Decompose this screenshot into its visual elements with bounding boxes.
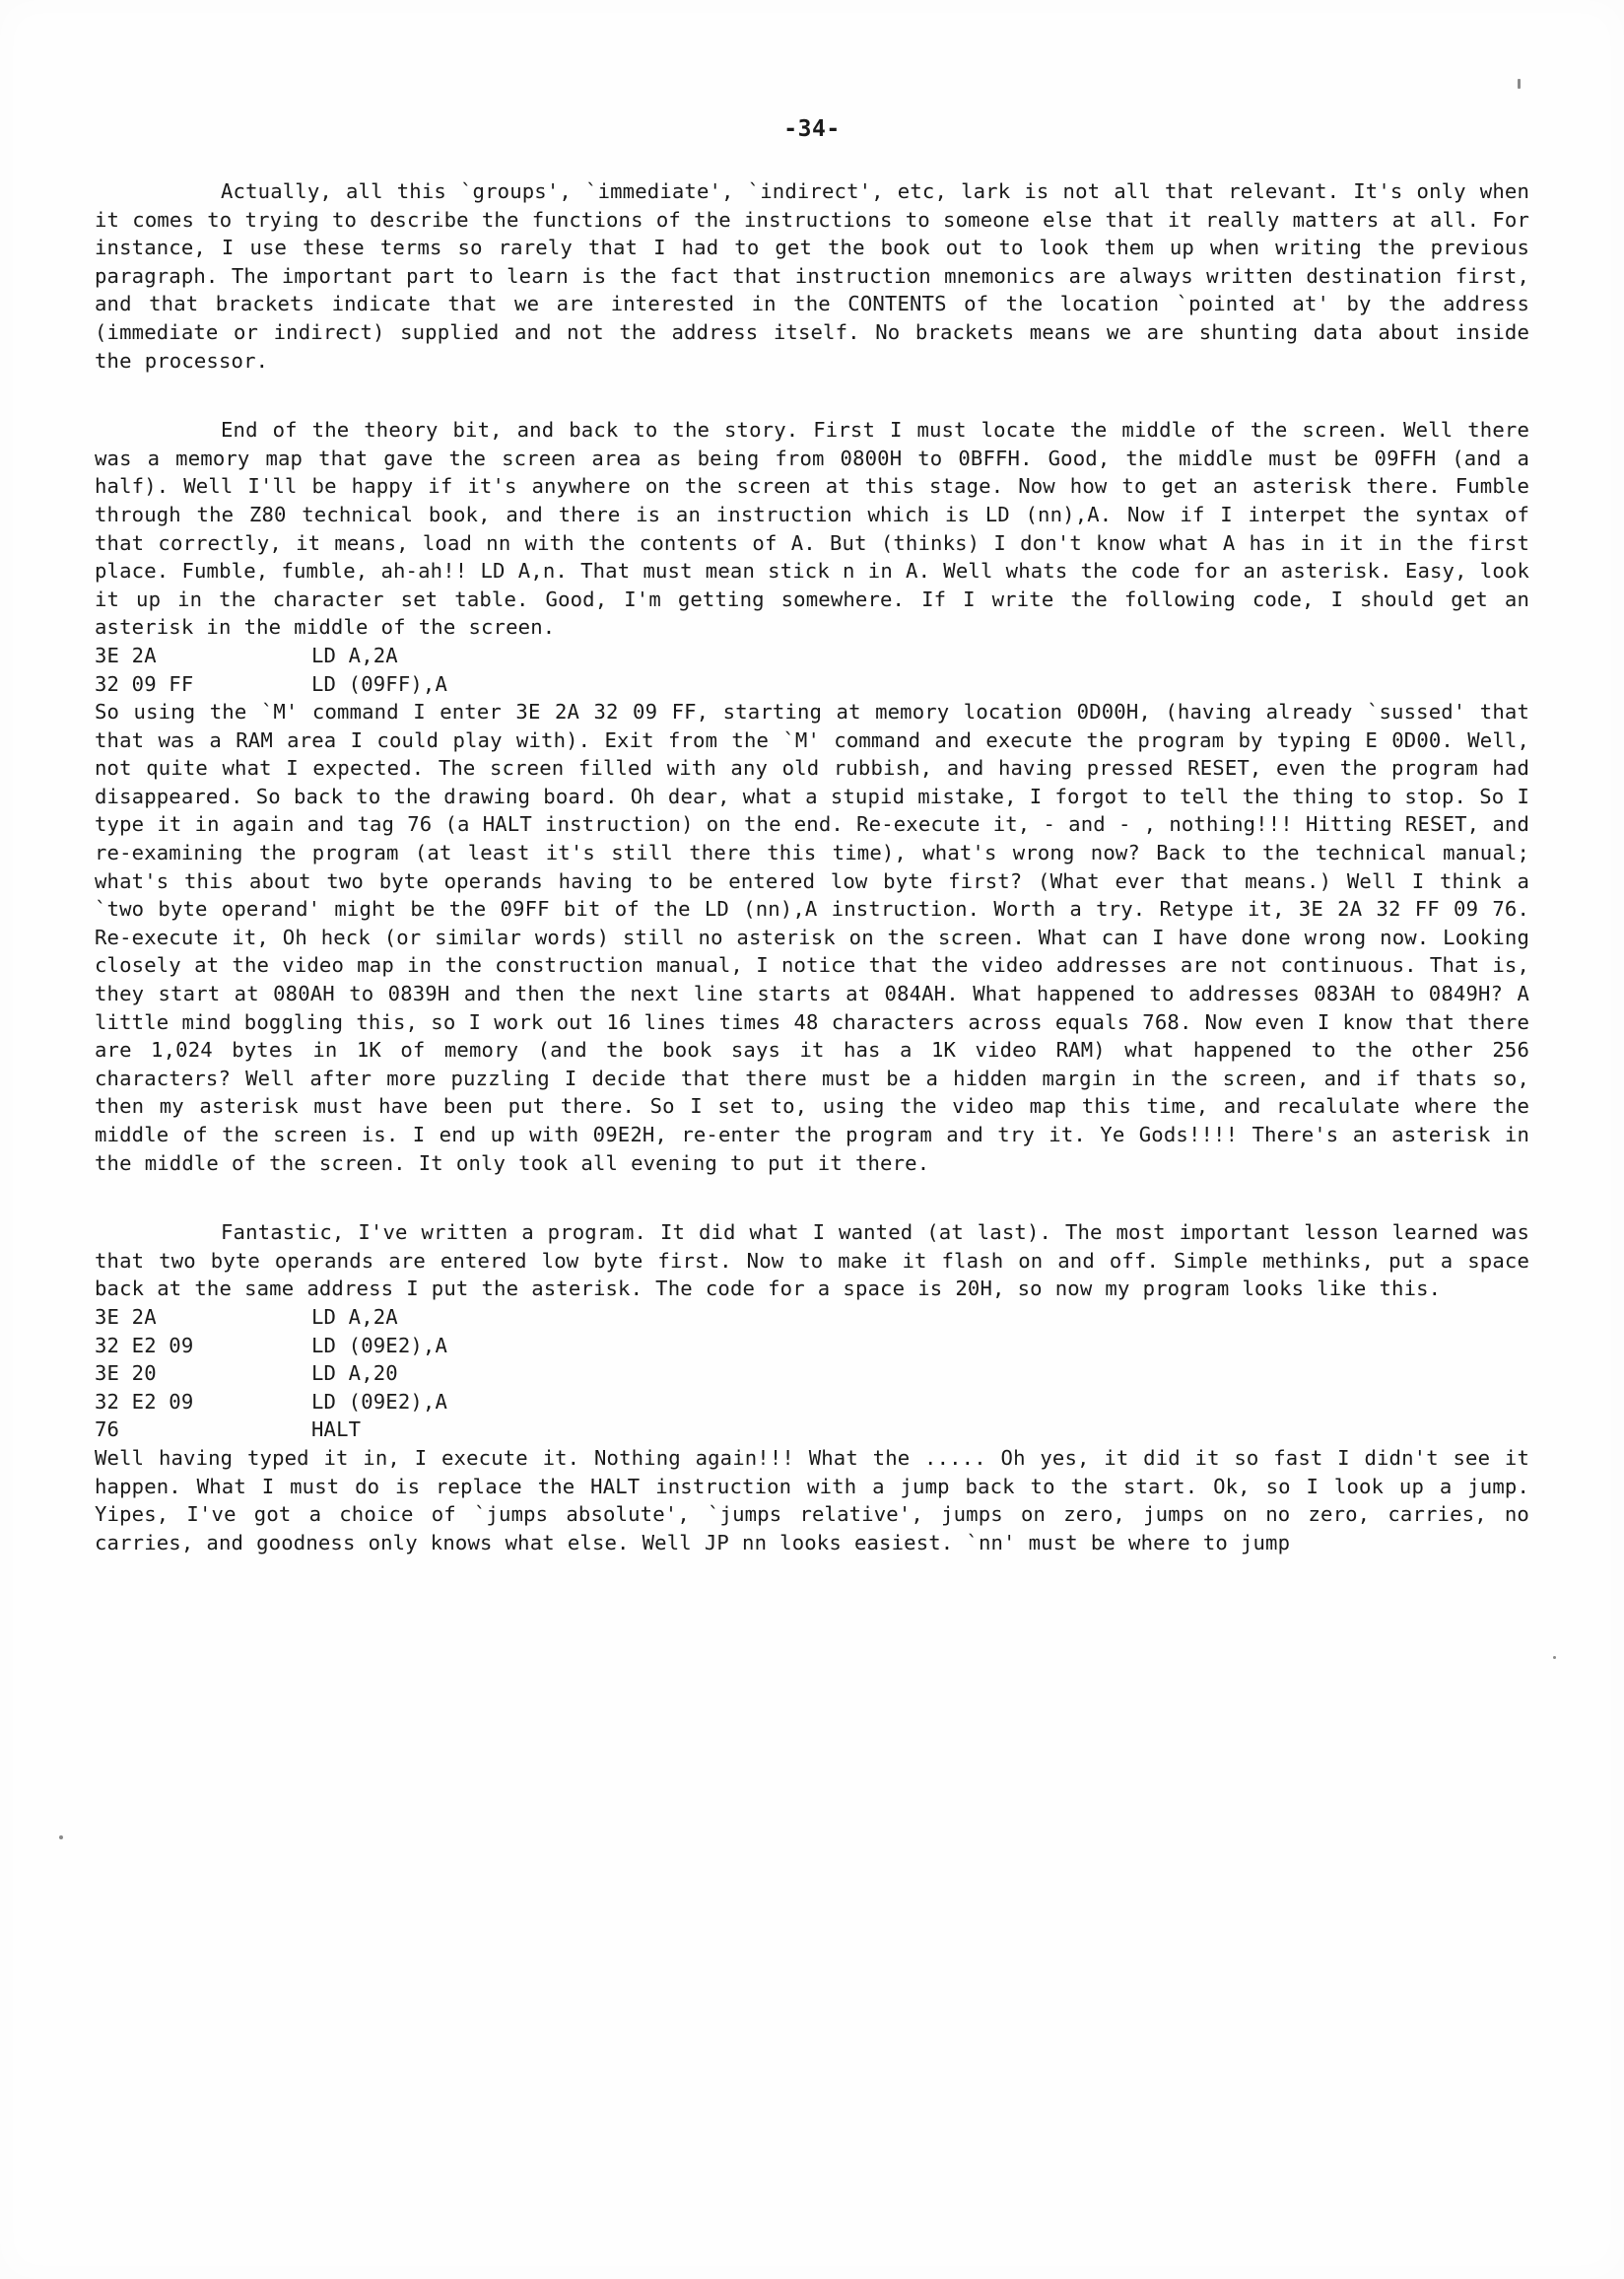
code-listing-2 [95,1303,1529,1444]
scan-speck [59,1835,63,1839]
page-body [95,177,1529,1556]
code-mnemonic: LD (09E2),A [311,1389,448,1414]
code-line [95,1332,1529,1360]
paragraph-1: Actually, all this `groups', `immediate', `indirect', etc, lark is not all that relevant. It's only when it comes to trying to describe the functions of the instructions to someone else that it really matters at all. For instance, I use these terms so rarely that I had to get the book out to look them up when writing the previous paragraph. The important part to learn is the fact that instruction mnemonics are always written destination first, and that brackets indicate that we are interested in the CONTENTS of the location `pointed at' by the address (immediate or indirect) supplied and not the address itself. No brackets means we are shunting data about inside the processor. [95,179,1529,373]
code-line [95,1416,1529,1444]
paragraph-spacer [95,375,1529,416]
code-bytes: 3E 2A [95,643,157,667]
code-bytes: 32 09 FF [95,671,194,696]
code-bytes: 76 [95,1417,120,1442]
paragraph-2: End of the theory bit, and back to the story. First I must locate the middle of the screen. Well there was a memory map that gave the screen area as being from 0800H to 0BFFH. Good, the middle must be 09FFH (and a half). Well I'll be happy if it's anywhere on the screen at this stage. Now how to get an asterisk there. Fumble through the Z80 technical book, and there is an instruction which is LD (nn),A. Now if I interpet the syntax of that correctly, it means, load nn with the contents of A. But (thinks) I don't know what A has in it in the first place. Fumble, fumble, ah-ah!! LD A,n. That must mean stick n in A. Well whats the code for an asterisk. Easy, look it up in the character set table. Good, I'm getting somewhere. If I write the following code, I should get an asterisk in the middle of the screen. [95,418,1529,640]
code-line [95,1303,1529,1332]
code-mnemonic: LD A,2A [311,643,398,667]
code-bytes: 3E 20 [95,1361,157,1386]
code-bytes: 32 E2 09 [95,1333,194,1357]
code-bytes: 32 E2 09 [95,1389,194,1414]
code-line [95,670,1529,699]
code-bytes: 3E 2A [95,1304,157,1329]
code-listing-1 [95,642,1529,698]
scan-speck [1518,79,1521,89]
code-mnemonic: LD (09FF),A [311,671,448,696]
code-line [95,642,1529,670]
paragraph-3: So using the `M' command I enter 3E 2A 32 09 FF, starting at memory location 0D00H, (having already `sussed' that that was a RAM area I could play with). Exit from the `M' command and execute the program by typing E 0D00. Well, not quite what I expected. The screen filled with any old rubbish, and having pressed RESET, even the program had disappeared. So back to the drawing board. Oh dear, what a stupid mistake, I forgot to tell the thing to stop. So I type it in again and tag 76 (a HALT instruction) on the end. Re-execute it, - and - , nothing!!! Hitting RESET, and re-examining the program (at least it's still there this time), what's wrong now? Back to the technical manual; what's this about two byte operands having to be entered low byte first? (What ever that means.) Well I think a `two byte operand' might be the 09FF bit of the LD (nn),A instruction. Worth a try. Retype it, 3E 2A 32 FF 09 76. Re-execute it, Oh heck (or similar words) still no asterisk on the screen. What can I have done wrong now. Looking closely at the video map in the construction manual, I notice that the video addresses are not continuous. That is, they start at 080AH to 0839H and then the next line starts at 084AH. What happened to addresses 083AH to 0849H? A little mind boggling this, so I work out 16 lines times 48 characters across equals 768. Now even I know that there are 1,024 bytes in 1K of memory (and the book says it has a 1K video RAM) what happened to the other 256 characters? Well after more puzzling I decide that there must be a hidden margin in the screen, and if thats so, then my asterisk must have been put there. So I set to, using the video map this time, and recalulate where the middle of the screen is. I end up with 09E2H, re-enter the program and try it. Ye Gods!!!! There's an asterisk in the middle of the screen. It only took all evening to put it there. [95,700,1529,1175]
code-mnemonic: HALT [311,1417,362,1442]
page-number: -34- [783,116,841,142]
code-mnemonic: LD A,20 [311,1361,398,1386]
paragraph-spacer [95,1177,1529,1218]
scan-speck [1553,1656,1556,1659]
code-line [95,1388,1529,1416]
code-mnemonic: LD A,2A [311,1304,398,1329]
code-line [95,1359,1529,1388]
paragraph-4: Fantastic, I've written a program. It did what I wanted (at last). The most important lesson learned was that two byte operands are entered low byte first. Now to make it flash on and off. Simple methinks, put a space back at the same address I put the asterisk. The code for a space is 20H, so now my program looks like this. [95,1220,1529,1301]
code-mnemonic: LD (09E2),A [311,1333,448,1357]
paragraph-5: Well having typed it in, I execute it. Nothing again!!! What the ..... Oh yes, it did it so fast I didn't see it happen. What I must do is replace the HALT instruction with a jump back to the start. Ok, so I look up a jump. Yipes, I've got a choice of `jumps absolute', `jumps relative', jumps on zero, jumps on no zero, carries, no carries, and goodness only knows what else. Well JP nn looks easiest. `nn' must be where to jump [95,1445,1529,1554]
